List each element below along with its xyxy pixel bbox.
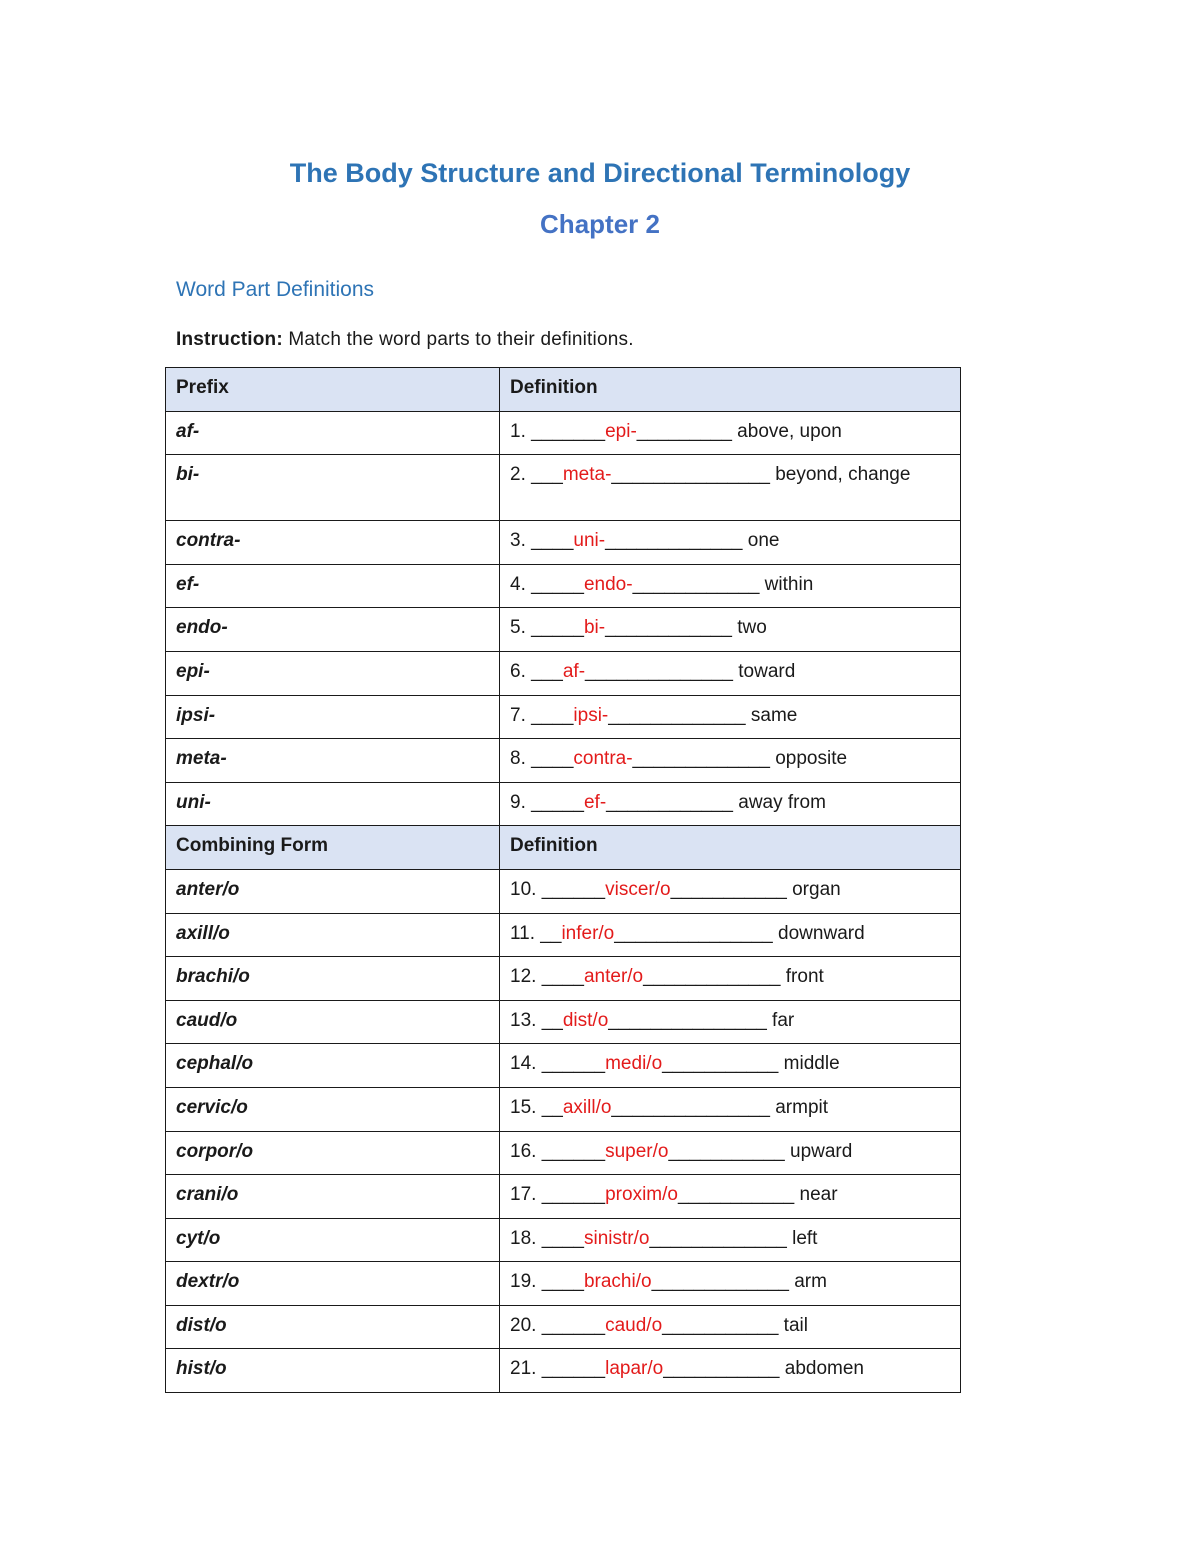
definition-text: opposite: [769, 748, 848, 770]
word-part-term: crani/o: [166, 1175, 500, 1219]
instruction-line: [176, 329, 634, 351]
definition-cell: [500, 521, 961, 565]
blank-line: _____________: [643, 966, 781, 988]
section-heading: Word Part Definitions: [176, 278, 375, 301]
item-number: 21.: [510, 1358, 537, 1380]
answer-text: sinistr/o: [583, 1227, 650, 1249]
table-row: [166, 411, 961, 455]
definition-text: above, upon: [731, 420, 842, 442]
blank-line: __: [536, 1096, 563, 1118]
blank-line: ____: [536, 1227, 584, 1249]
item-number: 16.: [510, 1140, 537, 1162]
blank-line: ______: [536, 1140, 606, 1162]
word-part-term: epi-: [166, 651, 500, 695]
answer-text: brachi/o: [583, 1271, 652, 1293]
word-part-table: [165, 367, 961, 1393]
answer-text: endo-: [583, 573, 633, 595]
definition-text: away from: [732, 791, 826, 813]
table-row: [166, 1175, 961, 1219]
blank-line: ______: [536, 1314, 606, 1336]
definition-text: left: [786, 1227, 818, 1249]
definition-text: beyond, change: [769, 464, 911, 486]
word-part-term: cervic/o: [166, 1087, 500, 1131]
definition-text: same: [745, 704, 798, 726]
blank-line: ______: [536, 1358, 606, 1380]
definition-cell: [500, 455, 961, 521]
item-number: 11.: [510, 922, 536, 944]
definition-cell: [500, 1000, 961, 1044]
answer-text: af-: [562, 660, 586, 682]
blank-line: ___________: [662, 1314, 779, 1336]
item-number: 12.: [510, 966, 537, 988]
definition-cell: [500, 1087, 961, 1131]
blank-line: ___________: [662, 1053, 779, 1075]
item-number: 5.: [510, 617, 526, 639]
definition-text: front: [780, 966, 824, 988]
answer-text: viscer/o: [605, 878, 671, 900]
definition-cell: [500, 411, 961, 455]
definition-cell: [500, 1349, 961, 1393]
blank-line: ____: [525, 530, 574, 552]
table-row: [166, 1218, 961, 1262]
blank-line: ___________: [677, 1184, 795, 1206]
definition-cell: [500, 651, 961, 695]
answer-text: meta-: [562, 464, 612, 486]
table-row: [166, 1131, 961, 1175]
blank-line: _________: [636, 420, 732, 442]
definition-cell: [500, 564, 961, 608]
table-row: [166, 564, 961, 608]
definition-text: near: [794, 1184, 838, 1206]
blank-line: ____: [525, 748, 574, 770]
word-part-term: cephal/o: [166, 1044, 500, 1088]
blank-line: ______________: [585, 660, 733, 682]
answer-text: bi-: [583, 617, 606, 639]
table-row: [166, 455, 961, 521]
word-part-term: endo-: [166, 608, 500, 652]
table-row: [166, 608, 961, 652]
word-part-term: cyt/o: [166, 1218, 500, 1262]
answer-text: medi/o: [605, 1053, 663, 1075]
definition-text: organ: [786, 878, 841, 900]
blank-line: ____: [536, 966, 584, 988]
item-number: 3.: [510, 530, 526, 552]
word-part-term: af-: [166, 411, 500, 455]
item-number: 2.: [510, 464, 526, 486]
definition-cell: [500, 1262, 961, 1306]
item-number: 4.: [510, 573, 526, 595]
blank-line: _______________: [608, 1009, 767, 1031]
blank-line: _____________: [608, 704, 746, 726]
definition-text: abdomen: [779, 1358, 864, 1380]
word-part-term: dist/o: [166, 1305, 500, 1349]
definition-text: tail: [778, 1314, 808, 1336]
blank-line: ___________: [663, 1358, 780, 1380]
table-row: [166, 651, 961, 695]
definition-cell: [500, 1131, 961, 1175]
table-row: [166, 1262, 961, 1306]
blank-line: ______: [536, 1184, 606, 1206]
definition-cell: [500, 1175, 961, 1219]
definition-cell: [500, 1305, 961, 1349]
word-part-term: uni-: [166, 782, 500, 826]
definition-column-header: Definition: [500, 368, 961, 412]
definition-text: toward: [732, 660, 796, 682]
answer-text: uni-: [573, 530, 606, 552]
blank-line: ___________: [668, 1140, 785, 1162]
definition-text: upward: [784, 1140, 853, 1162]
word-part-term: caud/o: [166, 1000, 500, 1044]
answer-text: ef-: [583, 791, 607, 813]
word-part-term: corpor/o: [166, 1131, 500, 1175]
item-number: 6.: [510, 660, 526, 682]
prefix-header-row: [166, 368, 961, 412]
definition-text: far: [766, 1009, 795, 1031]
table-row: [166, 957, 961, 1001]
table-row: [166, 695, 961, 739]
word-part-term: brachi/o: [166, 957, 500, 1001]
definition-cell: [500, 913, 961, 957]
table-row: [166, 739, 961, 783]
blank-line: _____________: [632, 748, 770, 770]
word-part-term: ipsi-: [166, 695, 500, 739]
item-number: 13.: [510, 1009, 537, 1031]
instruction-text: Match the word parts to their definitions.: [282, 329, 634, 350]
table-row: [166, 1305, 961, 1349]
blank-line: ____________: [632, 573, 760, 595]
combining-form-header-row: [166, 826, 961, 870]
blank-line: ____________: [606, 791, 733, 813]
blank-line: _____________: [649, 1227, 787, 1249]
answer-text: dist/o: [562, 1009, 609, 1031]
word-part-term: dextr/o: [166, 1262, 500, 1306]
item-number: 1.: [510, 420, 526, 442]
definition-text: two: [731, 617, 767, 639]
chapter-heading: Chapter 2: [540, 209, 660, 239]
definition-cell: [500, 695, 961, 739]
blank-line: ______: [536, 1053, 606, 1075]
word-part-term: axill/o: [166, 913, 500, 957]
item-number: 9.: [510, 791, 526, 813]
blank-line: _____: [525, 791, 584, 813]
definition-text: arm: [788, 1271, 827, 1293]
table-row: [166, 521, 961, 565]
answer-text: super/o: [605, 1140, 669, 1162]
answer-text: ipsi-: [573, 704, 609, 726]
blank-line: _____: [525, 617, 584, 639]
table-row: [166, 1349, 961, 1393]
item-number: 14.: [510, 1053, 537, 1075]
blank-line: ______: [536, 878, 606, 900]
answer-text: contra-: [573, 748, 633, 770]
blank-line: ___________: [670, 878, 787, 900]
definition-text: armpit: [769, 1096, 829, 1118]
item-number: 8.: [510, 748, 526, 770]
definition-text: downward: [772, 922, 865, 944]
item-number: 15.: [510, 1096, 537, 1118]
prefix-column-header: Prefix: [166, 368, 500, 412]
item-number: 7.: [510, 704, 526, 726]
word-part-term: bi-: [166, 455, 500, 521]
blank-line: _____________: [651, 1271, 789, 1293]
item-number: 18.: [510, 1227, 537, 1249]
blank-line: __: [535, 922, 562, 944]
answer-text: lapar/o: [605, 1358, 664, 1380]
blank-line: ____: [536, 1271, 584, 1293]
combining-form-column-header: Combining Form: [166, 826, 500, 870]
blank-line: ____: [525, 704, 574, 726]
definition-cell: [500, 608, 961, 652]
word-part-term: meta-: [166, 739, 500, 783]
answer-text: anter/o: [583, 966, 644, 988]
table-row: [166, 913, 961, 957]
answer-text: caud/o: [605, 1314, 663, 1336]
definition-text: middle: [778, 1053, 840, 1075]
answer-text: infer/o: [561, 922, 615, 944]
blank-line: ___: [525, 660, 563, 682]
definition-cell: [500, 1218, 961, 1262]
definition-text: within: [759, 573, 814, 595]
blank-line: __: [536, 1009, 563, 1031]
blank-line: _______: [525, 420, 606, 442]
instruction-label: Instruction:: [176, 329, 283, 350]
word-part-term: anter/o: [166, 869, 500, 913]
definition-column-header: Definition: [500, 826, 961, 870]
answer-text: axill/o: [562, 1096, 612, 1118]
blank-line: _______________: [611, 1096, 770, 1118]
definition-cell: [500, 869, 961, 913]
item-number: 10.: [510, 878, 537, 900]
table-row: [166, 782, 961, 826]
blank-line: ___: [525, 464, 563, 486]
blank-line: _____________: [605, 530, 743, 552]
table-row: [166, 869, 961, 913]
definition-cell: [500, 739, 961, 783]
answer-text: epi-: [605, 420, 637, 442]
table-row: [166, 1000, 961, 1044]
definition-cell: [500, 1044, 961, 1088]
definition-cell: [500, 782, 961, 826]
blank-line: ____________: [605, 617, 732, 639]
item-number: 19.: [510, 1271, 537, 1293]
item-number: 20.: [510, 1314, 537, 1336]
table-row: [166, 1087, 961, 1131]
definition-cell: [500, 957, 961, 1001]
blank-line: _____: [525, 573, 584, 595]
word-part-term: hist/o: [166, 1349, 500, 1393]
document-title: The Body Structure and Directional Terminology: [289, 158, 911, 188]
definition-text: one: [742, 530, 780, 552]
answer-text: proxim/o: [605, 1184, 678, 1206]
blank-line: _______________: [614, 922, 773, 944]
table-row: [166, 1044, 961, 1088]
item-number: 17.: [510, 1184, 537, 1206]
blank-line: _______________: [611, 464, 770, 486]
word-part-term: contra-: [166, 521, 500, 565]
word-part-term: ef-: [166, 564, 500, 608]
